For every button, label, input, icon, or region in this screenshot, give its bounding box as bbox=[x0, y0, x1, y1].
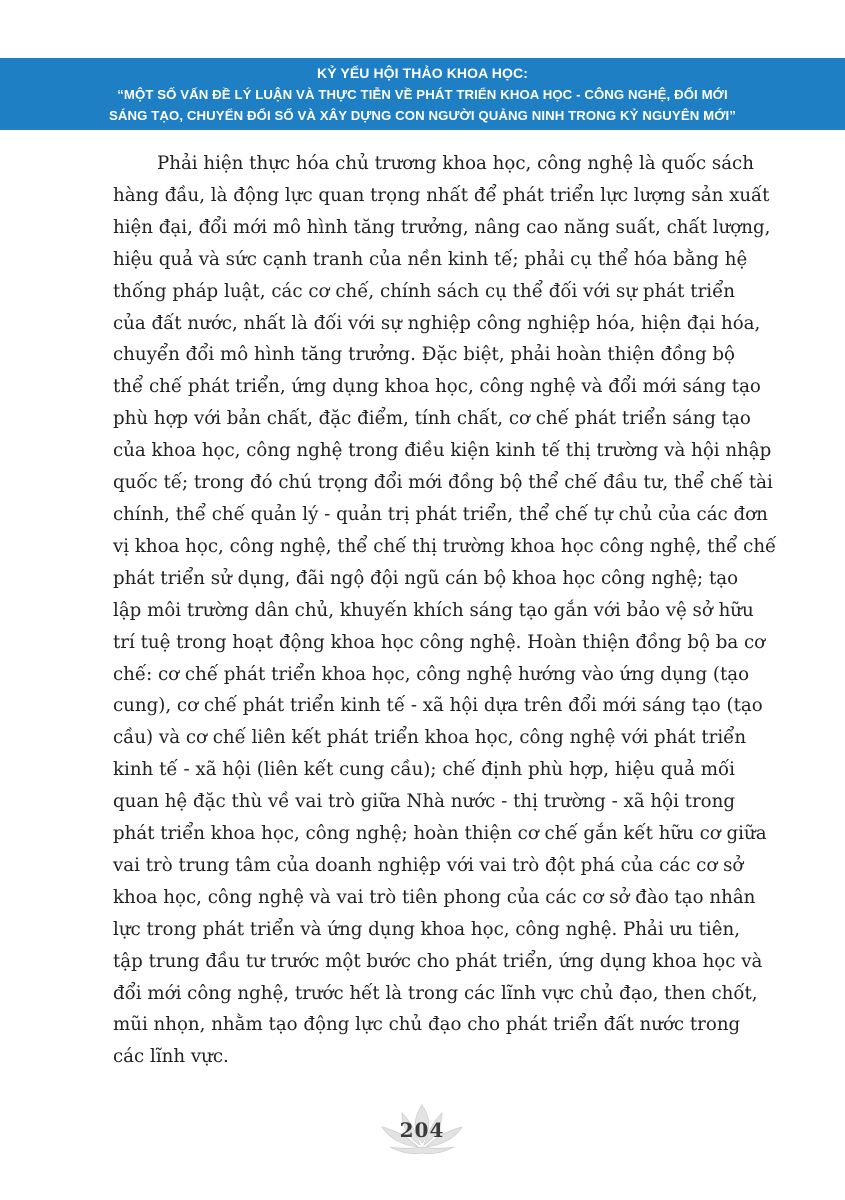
body-line: chế: cơ chế phát triển khoa học, công nghệ hướng vào ứng dụng (tạo bbox=[113, 663, 750, 685]
body-line: của khoa học, công nghệ trong điều kiện kinh tế thị trường và hội nhập bbox=[113, 440, 772, 462]
body-line: hiệu quả và sức cạnh tranh của nền kinh tế; phải cụ thể hóa bằng hệ bbox=[113, 248, 748, 270]
body-line: quan hệ đặc thù về vai trò giữa Nhà nước - thị trường - xã hội trong bbox=[113, 791, 735, 813]
body-line: lập môi trường dân chủ, khuyến khích sáng tạo gắn với bảo vệ sở hữu bbox=[113, 599, 754, 621]
body-line: cầu) và cơ chế liên kết phát triển khoa học, công nghệ với phát triển bbox=[113, 727, 747, 749]
body-line: của đất nước, nhất là đối với sự nghiệp công nghiệp hóa, hiện đại hóa, bbox=[113, 312, 761, 334]
body-line: phát triển khoa học, công nghệ; hoàn thiện cơ chế gắn kết hữu cơ giữa bbox=[113, 823, 767, 845]
body-line: chính, thể chế quản lý - quản trị phát triển, thể chế tự chủ của các đơn bbox=[113, 503, 768, 525]
body-line: phát triển sử dụng, đãi ngộ đội ngũ cán bộ khoa học công nghệ; tạo bbox=[113, 567, 739, 589]
body-line: các lĩnh vực. bbox=[113, 1046, 229, 1068]
body-line: đổi mới công nghệ, trước hết là trong các lĩnh vực chủ đạo, then chốt, bbox=[113, 982, 758, 1004]
header-banner bbox=[0, 58, 845, 130]
body-line: quốc tế; trong đó chú trọng đổi mới đồng bộ thể chế đầu tư, thể chế tài bbox=[113, 472, 773, 494]
body-line: phù hợp với bản chất, đặc điểm, tính chất, cơ chế phát triển sáng tạo bbox=[113, 408, 751, 430]
body-line: hiện đại, đổi mới mô hình tăng trưởng, nâng cao năng suất, chất lượng, bbox=[113, 216, 771, 238]
body-line: vị khoa học, công nghệ, thể chế thị trường khoa học công nghệ, thể chế bbox=[113, 535, 777, 557]
body-line: khoa học, công nghệ và vai trò tiên phong của các cơ sở đào tạo nhân bbox=[113, 886, 756, 908]
header-subtitle-line-2: SÁNG TẠO, CHUYỂN ĐỔI SỐ VÀ XÂY DỰNG CON NGƯỜI QUẢNG NINH TRONG KỶ NGUYÊN MỚI” bbox=[109, 108, 736, 123]
body-line: Phải hiện thực hóa chủ trương khoa học, công nghệ là quốc sách bbox=[157, 153, 754, 174]
page-number: 204 bbox=[399, 1118, 445, 1142]
body-paragraph bbox=[113, 148, 777, 1073]
header-subtitle-line-1: “MỘT SỐ VẤN ĐỀ LÝ LUẬN VÀ THỰC TIỄN VỀ PHÁT TRIỂN KHOA HỌC - CÔNG NGHỆ, ĐỔI MỚI bbox=[117, 87, 728, 102]
body-line: cung), cơ chế phát triển kinh tế - xã hội dựa trên đổi mới sáng tạo (tạo bbox=[113, 695, 763, 717]
body-line: kinh tế - xã hội (liên kết cung cầu); chế định phù hợp, hiệu quả mối bbox=[113, 759, 735, 781]
body-line: tập trung đầu tư trước một bước cho phát triển, ứng dụng khoa học và bbox=[113, 950, 763, 972]
page-footer bbox=[372, 1103, 472, 1159]
body-line: chuyển đổi mô hình tăng trưởng. Đặc biệt, phải hoàn thiện đồng bộ bbox=[113, 344, 735, 366]
header-title: KỶ YẾU HỘI THẢO KHOA HỌC: bbox=[317, 65, 528, 81]
body-line: vai trò trung tâm của doanh nghiệp với vai trò đột phá của các cơ sở bbox=[113, 854, 744, 876]
body-line: thể chế phát triển, ứng dụng khoa học, công nghệ và đổi mới sáng tạo bbox=[113, 376, 761, 398]
body-line: mũi nhọn, nhằm tạo động lực chủ đạo cho phát triển đất nước trong bbox=[113, 1014, 741, 1036]
body-line: trí tuệ trong hoạt động khoa học công nghệ. Hoàn thiện đồng bộ ba cơ bbox=[113, 631, 766, 653]
body-line: lực trong phát triển và ứng dụng khoa học, công nghệ. Phải ưu tiên, bbox=[113, 918, 740, 940]
body-line: hàng đầu, là động lực quan trọng nhất để phát triển lực lượng sản xuất bbox=[113, 184, 770, 206]
body-line: thống pháp luật, các cơ chế, chính sách cụ thể đối với sự phát triển bbox=[113, 280, 735, 302]
